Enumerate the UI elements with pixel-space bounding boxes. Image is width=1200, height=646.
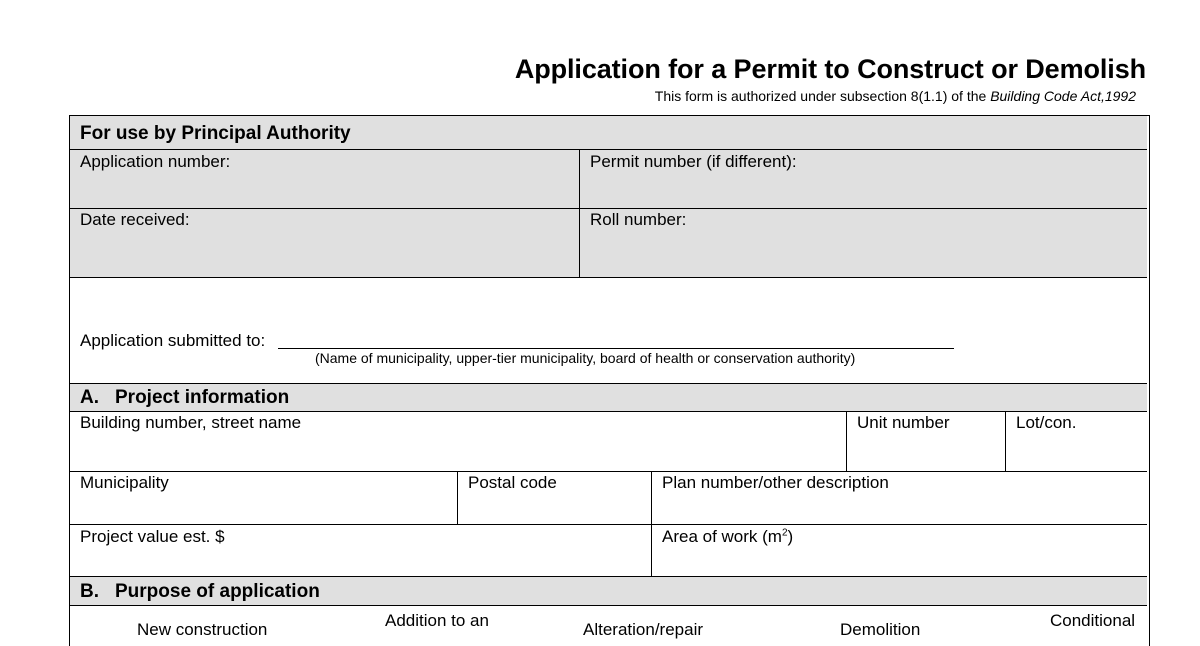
postal-code-field[interactable] <box>457 471 652 525</box>
submitted-to-line[interactable] <box>278 348 954 349</box>
plan-number-label: Plan number/other description <box>662 473 889 492</box>
section-a-letter: A. <box>80 387 99 408</box>
roll-number-field[interactable] <box>579 208 1147 278</box>
date-received-label: Date received: <box>80 210 190 229</box>
authority-heading: For use by Principal Authority <box>80 123 351 144</box>
plan-number-field[interactable] <box>651 471 1147 525</box>
option-addition[interactable]: Addition to an <box>385 611 489 630</box>
section-b-letter: B. <box>80 581 99 602</box>
municipality-label: Municipality <box>80 473 169 492</box>
unit-number-label: Unit number <box>857 413 950 432</box>
municipality-field[interactable] <box>70 471 458 525</box>
area-of-work-label <box>662 527 793 547</box>
permit-number-label: Permit number (if different): <box>590 152 797 171</box>
application-number-field[interactable] <box>70 149 580 208</box>
option-new-construction[interactable]: New construction <box>137 620 268 639</box>
submitted-to-note: (Name of municipality, upper-tier municipality, board of health or conservation authority) <box>315 350 856 366</box>
subtitle-prefix: This form is authorized under subsection 8(1.1) of the <box>654 88 991 104</box>
application-number-label: Application number: <box>80 152 231 171</box>
street-label: Building number, street name <box>80 413 302 432</box>
area-label-close: ) <box>787 527 794 546</box>
submission-block <box>70 278 1147 384</box>
area-of-work-field[interactable] <box>651 524 1147 577</box>
project-value-label: Project value est. $ <box>80 527 225 546</box>
page-title: Application for a Permit to Construct or Demolish <box>514 54 1146 84</box>
section-a-header <box>70 383 1147 412</box>
act-name: Building Code Act,1992 <box>990 88 1136 104</box>
option-conditional[interactable]: Conditional <box>1050 611 1136 630</box>
project-value-field[interactable] <box>70 524 652 577</box>
section-a-heading: Project information <box>115 387 290 408</box>
authority-section-header <box>70 116 1147 149</box>
form-authority-note <box>655 88 1136 104</box>
section-b-heading: Purpose of application <box>115 581 320 602</box>
submitted-to-label: Application submitted to: <box>80 331 266 350</box>
section-b-header <box>70 576 1147 605</box>
permit-number-field[interactable] <box>579 149 1147 208</box>
area-label-text: Area of work (m <box>662 527 782 546</box>
purpose-options-row <box>70 605 1147 646</box>
lot-con-field[interactable] <box>1005 411 1147 472</box>
permit-form <box>69 115 1150 646</box>
street-field[interactable] <box>70 411 847 472</box>
unit-number-field[interactable] <box>846 411 1006 472</box>
option-alteration-repair[interactable]: Alteration/repair <box>583 620 704 639</box>
roll-number-label: Roll number: <box>590 210 687 229</box>
option-demolition[interactable]: Demolition <box>840 620 921 639</box>
lot-con-label: Lot/con. <box>1016 413 1077 432</box>
postal-code-label: Postal code <box>468 473 557 492</box>
area-unit-exponent: 2 <box>781 527 788 539</box>
date-received-field[interactable] <box>70 208 580 278</box>
